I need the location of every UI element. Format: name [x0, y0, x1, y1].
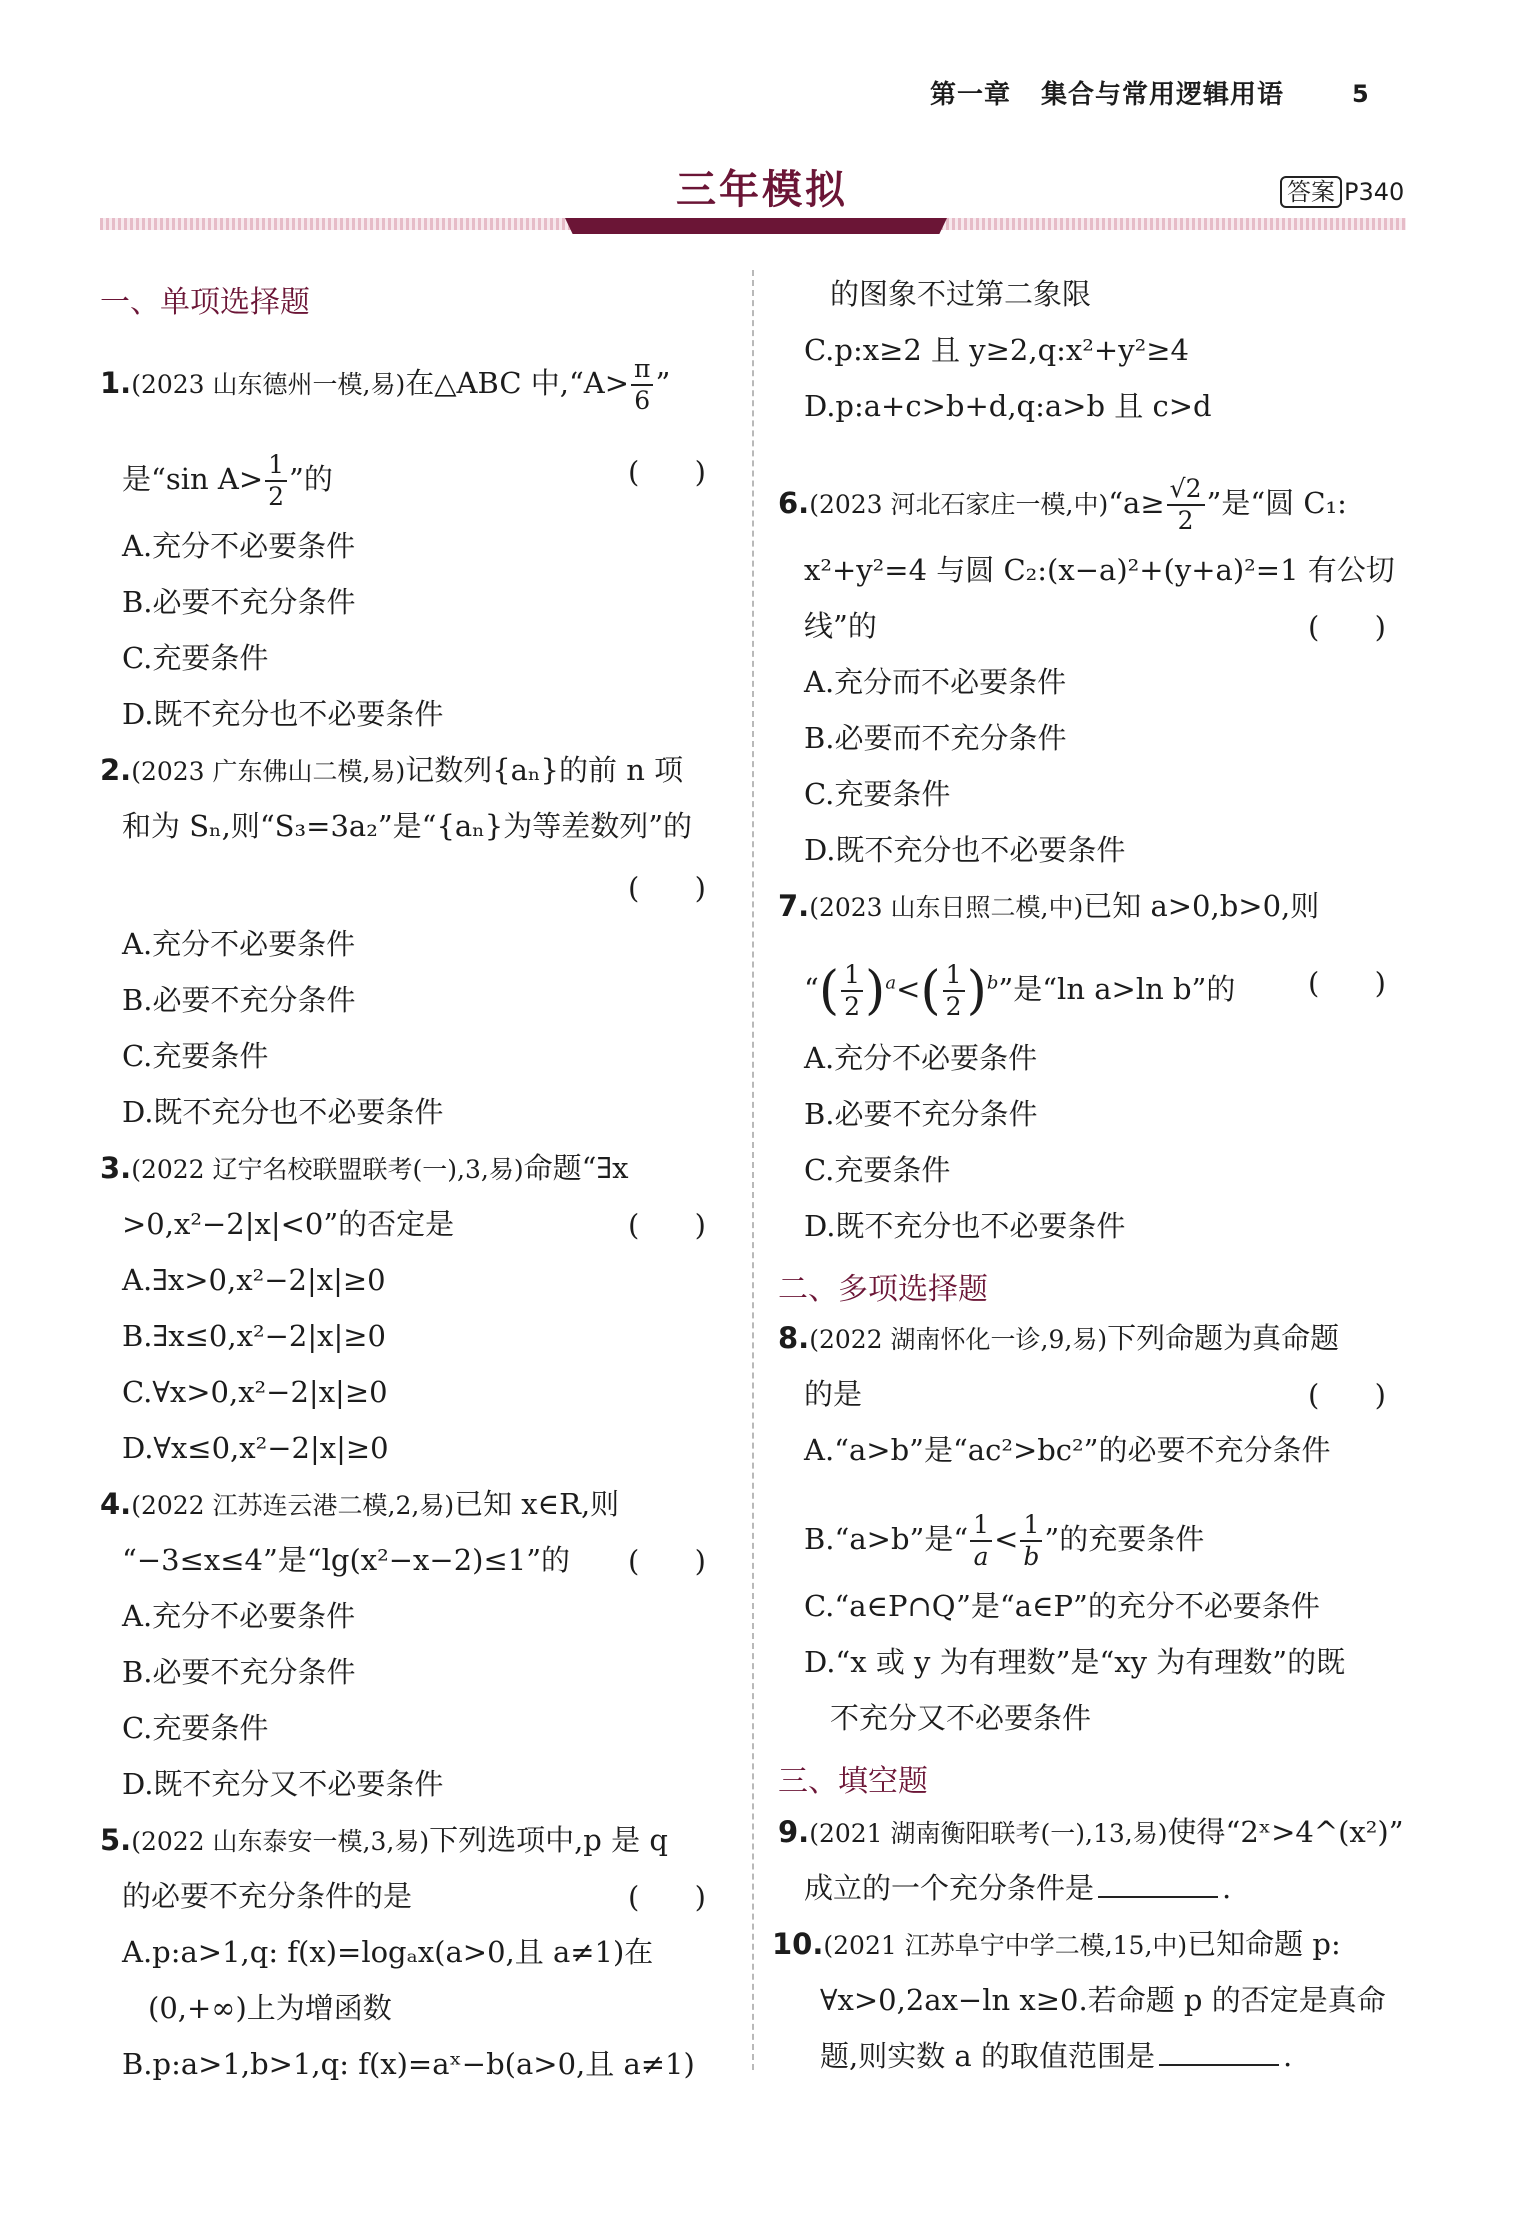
q3-option-b: B.∃x≤0,x²−2|x|≥0 — [122, 1319, 386, 1353]
q7-line2: “( $\frac{1}{2}$ )$^a$<( $\frac{1}{2}$ )$^b$”是“ln a>ln b”的 — [804, 960, 1236, 1021]
q2-source: (2023 广东佛山二模,易) — [131, 757, 406, 786]
chapter-number: 第一章 — [930, 80, 1012, 110]
q5-answer-paren: ( ) — [628, 1880, 706, 1914]
q4-source: (2022 江苏连云港二模,2,易) — [131, 1491, 455, 1520]
q3-option-d: D.∀x≤0,x²−2|x|≥0 — [122, 1431, 389, 1465]
answer-label: 答案 — [1280, 176, 1342, 208]
q5-source: (2022 山东泰安一模,3,易) — [131, 1827, 430, 1856]
q3-option-a: A.∃x>0,x²−2|x|≥0 — [122, 1263, 386, 1297]
answer-page: P340 — [1344, 178, 1405, 206]
q5-option-c: C.p:x≥2 且 y≥2,q:x²+y²≥4 — [804, 333, 1189, 367]
q8-option-a: A.“a>b”是“ac²>bc²”的必要不充分条件 — [804, 1433, 1331, 1467]
running-header — [930, 74, 1284, 111]
q7-fraction-b: $\frac{1}{2}$ — [943, 960, 965, 1022]
q7-option-c: C.充要条件 — [804, 1153, 951, 1187]
title-band-bar — [565, 218, 947, 234]
q2-line2: 和为 Sₙ,则“S₃=3a₂”是“{aₙ}为等差数列”的 — [122, 809, 693, 843]
q2-option-b: B.必要不充分条件 — [122, 983, 356, 1017]
q2-option-c: C.充要条件 — [122, 1039, 269, 1073]
q10-line2: ∀x>0,2ax−ln x≥0.若命题 p 的否定是真命 — [820, 1983, 1386, 2017]
q2-option-d: D.既不充分也不必要条件 — [122, 1095, 444, 1129]
q1-line1: 1.(2023 山东德州一模,易)在△ABC 中,“A> $\frac{\pi}{6}$ ” — [100, 354, 671, 415]
q9-line1: 9.(2021 湖南衡阳联考(一),13,易)使得“2ˣ>4^(x²)” — [778, 1815, 1404, 1849]
q10-line1: 10.(2021 江苏阜宁中学二模,15,中)已知命题 p: — [772, 1927, 1341, 1961]
q4-answer-paren: ( ) — [628, 1544, 706, 1578]
q1-option-a: A.充分不必要条件 — [122, 529, 356, 563]
answer-reference — [1280, 172, 1404, 207]
q7-source: (2023 山东日照二模,中) — [809, 893, 1084, 922]
q6-option-d: D.既不充分也不必要条件 — [804, 833, 1126, 867]
q8-answer-paren: ( ) — [1308, 1378, 1386, 1412]
q7-line1: 7.(2023 山东日照二模,中)已知 a>0,b>0,则 — [778, 889, 1320, 923]
q10-source: (2021 江苏阜宁中学二模,15,中) — [823, 1931, 1188, 1960]
q1-option-c: C.充要条件 — [122, 641, 269, 675]
section-heading-multiple-choice: 二、多项选择题 — [778, 1272, 988, 1307]
q2-line1: 2.(2023 广东佛山二模,易)记数列{aₙ}的前 n 项 — [100, 753, 684, 787]
q5-line1: 5.(2022 山东泰安一模,3,易)下列选项中,p 是 q — [100, 1823, 668, 1857]
q7-option-a: A.充分不必要条件 — [804, 1041, 1038, 1075]
q9-answer-blank[interactable] — [1098, 1896, 1218, 1898]
q8-option-b: B.“a>b”是“ $\frac{1}{a}$ < $\frac{1}{b}$ ”的充要条件 — [804, 1510, 1205, 1571]
q6-answer-paren: ( ) — [1308, 610, 1386, 644]
q5-option-a-line2: (0,+∞)上为增函数 — [148, 1991, 392, 2025]
q9-line2: 成立的一个充分条件是 . — [804, 1871, 1232, 1905]
q4-option-a: A.充分不必要条件 — [122, 1599, 356, 1633]
q10-line3: 题,则实数 a 的取值范围是 . — [820, 2039, 1293, 2073]
q7-option-b: B.必要不充分条件 — [804, 1097, 1038, 1131]
chapter-title: 集合与常用逻辑用语 — [1041, 80, 1285, 110]
q6-line3: 线”的 — [804, 609, 877, 643]
q8-option-d-line2: 不充分又不必要条件 — [830, 1701, 1092, 1735]
q6-option-c: C.充要条件 — [804, 777, 951, 811]
q3-answer-paren: ( ) — [628, 1208, 706, 1242]
q1-source: (2023 山东德州一模,易) — [131, 370, 406, 399]
q1-fraction-pi-6: $\frac{\pi}{6}$ — [631, 354, 653, 416]
q7-answer-paren: ( ) — [1308, 966, 1386, 1000]
q3-option-c: C.∀x>0,x²−2|x|≥0 — [122, 1375, 388, 1409]
section-title: 三年模拟 — [676, 167, 848, 213]
q2-option-a: A.充分不必要条件 — [122, 927, 356, 961]
q5-option-d: D.p:a+c>b+d,q:a>b 且 c>d — [804, 389, 1212, 423]
q9-source: (2021 湖南衡阳联考(一),13,易) — [809, 1819, 1168, 1848]
q4-option-c: C.充要条件 — [122, 1711, 269, 1745]
q8-fraction-1-a: $\frac{1}{a}$ — [970, 1510, 992, 1572]
q8-fraction-1-b: $\frac{1}{b}$ — [1020, 1510, 1042, 1572]
q3-line1: 3.(2022 辽宁名校联盟联考(一),3,易)命题“∃x — [100, 1151, 629, 1185]
q8-option-d-line1: D.“x 或 y 为有理数”是“xy 为有理数”的既 — [804, 1645, 1346, 1679]
q6-line1: 6.(2023 河北石家庄一模,中)“a≥ $\frac{√2}{2}$ ”是“圆 C₁: — [778, 474, 1347, 535]
section-heading-fill-blank: 三、填空题 — [778, 1764, 928, 1799]
q1-answer-paren: ( ) — [628, 455, 706, 489]
q4-line2: “−3≤x≤4”是“lg(x²−x−2)≤1”的 — [122, 1543, 571, 1577]
q1-fraction-1-2: $\frac{1}{2}$ — [265, 450, 287, 512]
q8-line1: 8.(2022 湖南怀化一诊,9,易)下列命题为真命题 — [778, 1321, 1340, 1355]
q7-fraction-a: $\frac{1}{2}$ — [841, 960, 863, 1022]
q2-answer-paren: ( ) — [628, 871, 706, 905]
q7-option-d: D.既不充分也不必要条件 — [804, 1209, 1126, 1243]
q1-number: 1. — [100, 366, 132, 400]
q5-line2: 的必要不充分条件的是 — [122, 1879, 413, 1913]
q5-option-b-line1: B.p:a>1,b>1,q: f(x)=aˣ−b(a>0,且 a≠1) — [122, 2047, 695, 2081]
q6-fraction-sqrt2-2: $\frac{√2}{2}$ — [1167, 474, 1205, 536]
section-heading-single-choice: 一、单项选择题 — [100, 285, 310, 320]
q6-option-a: A.充分而不必要条件 — [804, 665, 1067, 699]
q6-source: (2023 河北石家庄一模,中) — [809, 490, 1109, 519]
q8-source: (2022 湖南怀化一诊,9,易) — [809, 1325, 1108, 1354]
q10-answer-blank[interactable] — [1159, 2064, 1279, 2066]
q1-option-b: B.必要不充分条件 — [122, 585, 356, 619]
q1-option-d: D.既不充分也不必要条件 — [122, 697, 444, 731]
q4-option-b: B.必要不充分条件 — [122, 1655, 356, 1689]
q6-option-b: B.必要而不充分条件 — [804, 721, 1067, 755]
q3-source: (2022 辽宁名校联盟联考(一),3,易) — [131, 1155, 524, 1184]
q5-option-b-line2: 的图象不过第二象限 — [830, 277, 1092, 311]
q1-line2: 是“sin A> $\frac{1}{2}$ ”的 — [122, 450, 333, 511]
q5-option-a-line1: A.p:a>1,q: f(x)=logₐx(a>0,且 a≠1)在 — [122, 1935, 654, 1969]
column-divider — [752, 270, 754, 2070]
q1-text-a: 在△ABC 中,“A> — [405, 366, 630, 400]
q8-option-c: C.“a∈P∩Q”是“a∈P”的充分不必要条件 — [804, 1589, 1320, 1623]
q6-line2: x²+y²=4 与圆 C₂:(x−a)²+(y+a)²=1 有公切 — [804, 553, 1395, 587]
q4-option-d: D.既不充分又不必要条件 — [122, 1767, 444, 1801]
q8-line2: 的是 — [804, 1377, 863, 1411]
q3-line2: >0,x²−2|x|<0”的否定是 — [122, 1207, 455, 1241]
q4-line1: 4.(2022 江苏连云港二模,2,易)已知 x∈R,则 — [100, 1487, 620, 1521]
page-number: 5 — [1352, 80, 1369, 108]
